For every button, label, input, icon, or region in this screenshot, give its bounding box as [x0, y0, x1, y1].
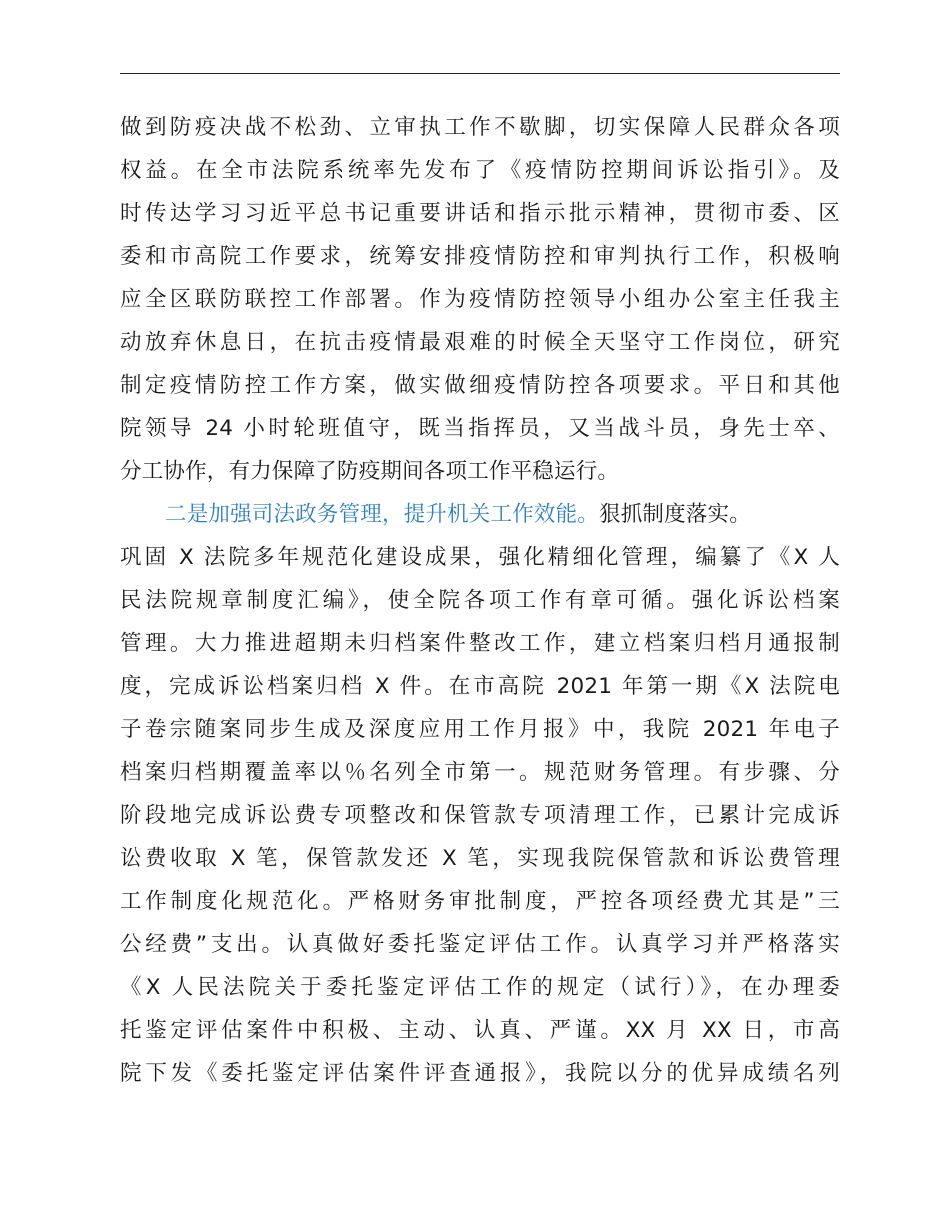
text-span: 狠抓制度落实。: [599, 502, 751, 527]
text-line: 工作制度化规范化。严格财务审批制度，严控各项经费尤其是”三: [120, 889, 840, 914]
text-line: 讼费收取 X 笔，保管款发还 X 笔，实现我院保管款和诉讼费管理: [120, 846, 840, 871]
text-line: 制定疫情防控工作方案，做实做细疫情防控各项要求。平日和其他: [120, 373, 840, 398]
body-text: [120, 106, 840, 1095]
text-line: 应全区联防联控工作部署。作为疫情防控领导小组办公室主任我主: [120, 287, 840, 312]
text-line: 动放弃休息日，在抗击疫情最艰难的时候全天坚守工作岗位，研究: [120, 330, 840, 355]
text-line: 管理。大力推进超期未归档案件整改工作，建立档案归档月通报制: [120, 631, 840, 656]
header-rule: [120, 73, 840, 74]
text-line: 档案归档期覆盖率以％名列全市第一。规范财务管理。有步骤、分: [120, 760, 840, 785]
paragraph-first-line: [120, 493, 840, 536]
text-line: 做到防疫决战不松劲、立审执工作不歇脚，切实保障人民群众各项: [120, 115, 840, 140]
text-line: 巩固 X 法院多年规范化建设成果，强化精细化管理，编纂了《X 人: [120, 545, 840, 570]
text-line: 权益。在全市法院系统率先发布了《疫情防控期间诉讼指引》。及: [120, 158, 840, 183]
text-line: 分工协作，有力保障了防疫期间各项工作平稳运行。: [120, 459, 620, 484]
text-line: 院下发《委托鉴定评估案件评查通报》，我院以分的优异成绩名列: [120, 1061, 840, 1086]
text-line: 时传达学习习近平总书记重要讲话和指示批示精神，贯彻市委、区: [120, 201, 840, 226]
text-line: 阶段地完成诉讼费专项整改和保管款专项清理工作，已累计完成诉: [120, 803, 840, 828]
text-line: 民法院规章制度汇编》，使全院各项工作有章可循。强化诉讼档案: [120, 588, 840, 613]
text-line: 公经费”支出。认真做好委托鉴定评估工作。认真学习并严格落实: [120, 932, 840, 957]
text-line: 《X 人民法院关于委托鉴定评估工作的规定（试行）》，在办理委: [120, 975, 840, 1000]
text-line: 度，完成诉讼档案归档 X 件。在市高院 2021 年第一期《X 法院电: [120, 674, 840, 699]
text-line: 委和市高院工作要求，统筹安排疫情防控和审判执行工作，积极响: [120, 244, 840, 269]
text-line: 子卷宗随案同步生成及深度应用工作月报》中，我院 2021 年电子: [120, 717, 840, 742]
text-line: 托鉴定评估案件中积极、主动、认真、严谨。XX 月 XX 日，市高: [120, 1018, 840, 1043]
section-heading: 二是加强司法政务管理，提升机关工作效能。: [165, 502, 600, 527]
text-line: 院领导 24 小时轮班值守，既当指挥员，又当战斗员，身先士卒、: [120, 416, 840, 441]
